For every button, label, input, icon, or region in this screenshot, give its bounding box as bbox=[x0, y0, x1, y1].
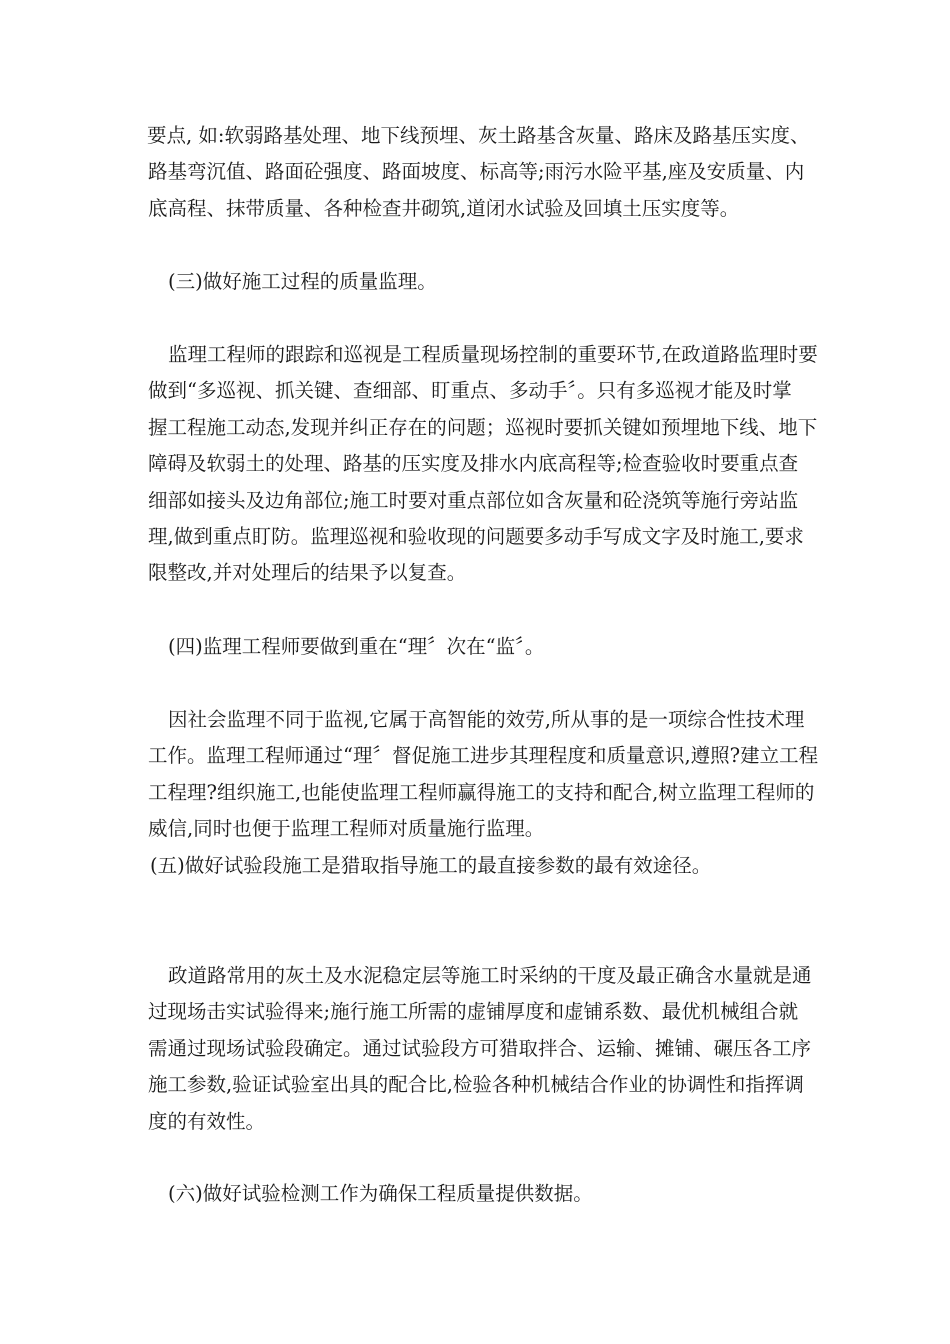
text-line: 监理工程师的跟踪和巡视是工程质量现场控制的重要环节,在政道路监理时要 bbox=[168, 343, 818, 366]
text-line: 理,做到重点盯防。监理巡视和验收现的问题要多动手写成文字及时施工,要求 bbox=[148, 524, 804, 548]
text-line: 威信,同时也便于监理工程师对质量施行监理。 bbox=[148, 817, 545, 841]
section-heading-6 bbox=[168, 1176, 838, 1212]
section-heading-3 bbox=[168, 264, 838, 300]
heading-text: (四)监理工程师要做到重在“理〞次在“监〞。 bbox=[168, 635, 545, 658]
text-line: 路基弯沉值、路面砼强度、路面坡度、标高等;雨污水险平基,座及安质量、内 bbox=[148, 160, 805, 184]
text-line: 做到“多巡视、抓关键、查细部、盯重点、多动手〞。只有多巡视才能及时掌 bbox=[148, 379, 792, 403]
text-line: 细部如接头及边角部位;施工时要对重点部位如含灰量和砼浇筑等施行旁站监 bbox=[148, 488, 799, 512]
section-heading-5 bbox=[150, 848, 820, 884]
text-line: 底高程、抹带质量、各种检查井砌筑,道闭水试验及回填土压实度等。 bbox=[148, 196, 740, 220]
heading-text: (三)做好施工过程的质量监理。 bbox=[168, 270, 437, 293]
section-heading-4 bbox=[168, 629, 838, 665]
text-line: 限整改,并对处理后的结果予以复查。 bbox=[148, 561, 467, 585]
text-line: 因社会监理不同于监视,它属于高智能的效劳,所从事的是一项综合性技术理 bbox=[168, 708, 805, 731]
text-line: 需通过现场试验段确定。通过试验段方可猎取拌合、运输、摊铺、碾压各工序 bbox=[148, 1036, 812, 1060]
paragraph-trial-section bbox=[148, 958, 818, 1140]
text-line: 度的有效性。 bbox=[148, 1109, 266, 1133]
text-line: 握工程施工动态,发现并纠正存在的问题；巡视时要抓关键如预埋地下线、地下 bbox=[148, 415, 818, 439]
text-line: 施工参数,验证试验室出具的配合比,检验各种机械结合作业的协调性和指挥调 bbox=[148, 1073, 804, 1097]
paragraph-inspection-patrol bbox=[148, 337, 818, 592]
text-line: 工程理?组织施工,也能使监理工程师赢得施工的支持和配合,树立监理工程师的 bbox=[148, 780, 815, 804]
text-line: 过现场击实试验得来;施行施工所需的虚铺厚度和虚铺系数、最优机械组合就 bbox=[148, 1000, 799, 1024]
text-line: 要点, 如:软弱路基处理、地下线预埋、灰土路基含灰量、路床及路基压实度、 bbox=[147, 124, 810, 147]
text-line: 障碍及软弱土的处理、路基的压实度及排水内底高程等;检查验收时要重点查 bbox=[148, 452, 799, 476]
heading-text: (五)做好试验段施工是猎取指导施工的最直接参数的最有效途径。 bbox=[150, 854, 712, 877]
paragraph-inspection-points bbox=[148, 118, 818, 227]
text-line: 工作。监理工程师通过“理〞督促施工进步其理程度和质量意识,遵照?建立工程 bbox=[148, 744, 819, 768]
text-line: 政道路常用的灰土及水泥稳定层等施工时采纳的干度及最正确含水量就是通 bbox=[168, 964, 812, 987]
heading-text: (六)做好试验检测工作为确保工程质量提供数据。 bbox=[168, 1182, 593, 1205]
paragraph-social-supervision bbox=[148, 702, 818, 848]
